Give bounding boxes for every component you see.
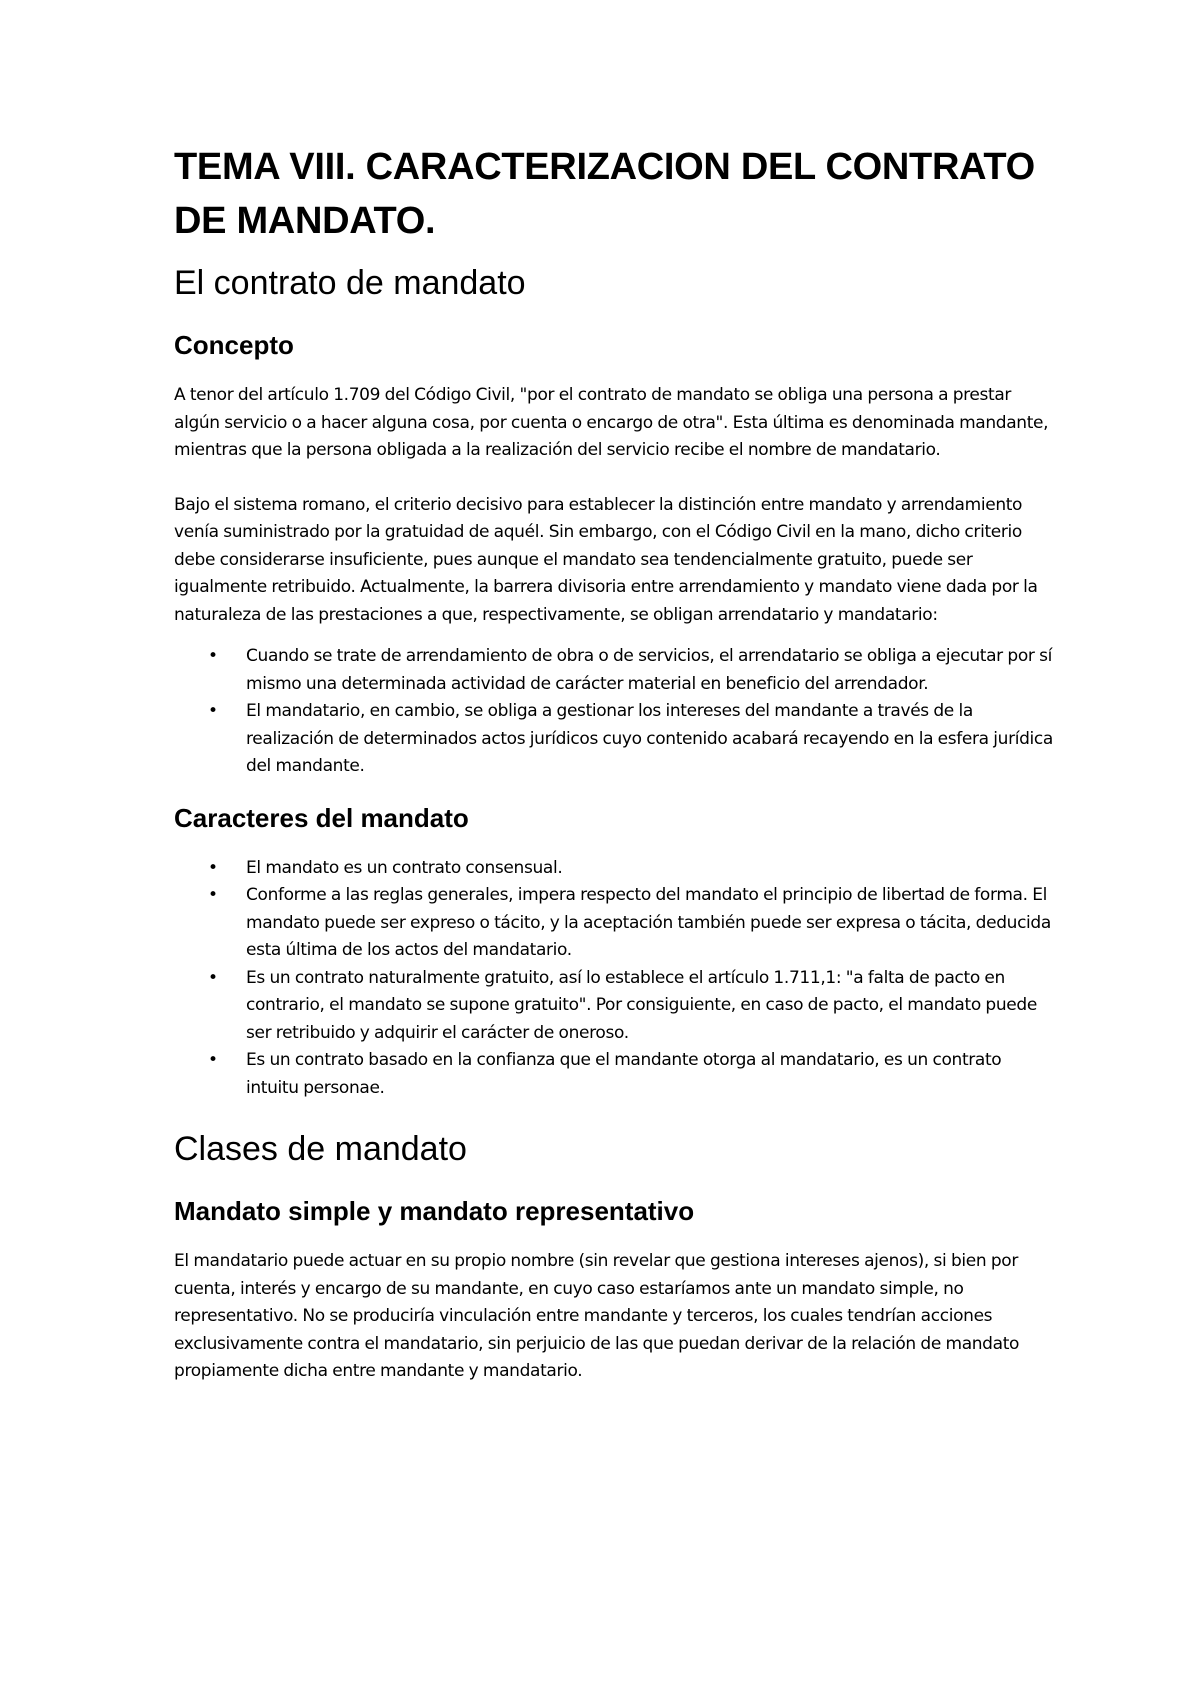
list-item-text: Conforme a las reglas generales, impera respecto del mandato el principio de libertad de forma. El mandato puede ser expreso o tácito, y la aceptación también puede ser expresa o tácita, deducida esta última de los actos del mandatario. [246, 885, 1051, 960]
bullet-icon: • [208, 857, 218, 878]
bullet-icon: • [208, 701, 218, 721]
list-item-text: El mandato es un contrato consensual. [246, 857, 563, 878]
paragraph-concepto-1: A tenor del artículo 1.709 del Código Civil, "por el contrato de mandato se obliga una persona a prestar algún servicio o a hacer alguna cosa, por cuenta o encargo de otra". Esta última es denominada mandante, mientras que la persona obligada a la realización del servicio recibe el nombre de mandatario. [174, 385, 1049, 460]
paragraph-mandato-simple: El mandatario puede actuar en su propio nombre (sin revelar que gestiona intereses ajenos), si bien por cuenta, interés y encargo de su mandante, en cuyo caso estaríamos ante un mandato simple, no representativo. No se produciría vinculación entre mandante y terceros, los cuales tendrían acciones exclusivamente contra el mandatario, sin perjuicio de las que puedan derivar de la relación de mandato propiamente dicha entre mandante y mandatario. [174, 1251, 1020, 1381]
list-item [174, 882, 1054, 965]
bullet-icon: • [208, 646, 218, 666]
paragraph-concepto-2: Bajo el sistema romano, el criterio decisivo para establecer la distinción entre mandato y arrendamiento venía suministrado por la gratuidad de aquél. Sin embargo, con el Código Civil en la mano, dicho criterio debe considerarse insuficiente, pues aunque el mandato sea tendencialmente gratuito, puede ser igualmente retribuido. Actualmente, la barrera divisoria entre arrendamiento y mandato viene dada por la naturaleza de las prestaciones a que, respectivamente, se obligan arrendatario y mandatario: [174, 494, 1038, 625]
list-item-text: Es un contrato naturalmente gratuito, así lo establece el artículo 1.711,1: "a falta de pacto en contrario, el mandato se supone gratuito". Por consiguiente, en caso de pacto, el mandato puede ser retribuido y adquirir el carácter de oneroso. [246, 967, 1037, 1043]
bullet-icon: • [208, 885, 218, 905]
list-item [174, 855, 1054, 883]
heading-concepto: Concepto [174, 330, 294, 360]
bullet-icon: • [208, 1050, 218, 1070]
list-item-text: Es un contrato basado en la confianza que el mandante otorga al mandatario, es un contrato intuitu personae. [246, 1050, 1002, 1098]
heading-clases-de-mandato: Clases de mandato [174, 1130, 467, 1168]
heading-caracteres: Caracteres del mandato [174, 802, 469, 833]
bullet-list-caracteres [174, 855, 1054, 1103]
list-item [174, 1047, 1054, 1102]
list-item-text: Cuando se trate de arrendamiento de obra o de servicios, el arrendatario se obliga a ejecutar por sí mismo una determinada actividad de carácter material en beneficio del arrendador. [246, 646, 1052, 694]
list-item [174, 643, 1054, 698]
list-item [174, 965, 1054, 1048]
document-page [174, 140, 1054, 1413]
heading-contrato-de-mandato: El contrato de mandato [174, 264, 526, 302]
list-item [174, 698, 1054, 781]
list-item-text: El mandatario, en cambio, se obliga a gestionar los intereses del mandante a través de la realización de determinados actos jurídicos cuyo contenido acabará recayendo en la esfera jurídica del mandante. [246, 701, 1053, 776]
bullet-icon: • [208, 967, 218, 988]
document-title: TEMA VIII. CARACTERIZACION DEL CONTRATO DE MANDATO. [174, 146, 1035, 242]
bullet-list-concepto [174, 643, 1054, 781]
heading-mandato-simple: Mandato simple y mandato representativo [174, 1196, 695, 1226]
